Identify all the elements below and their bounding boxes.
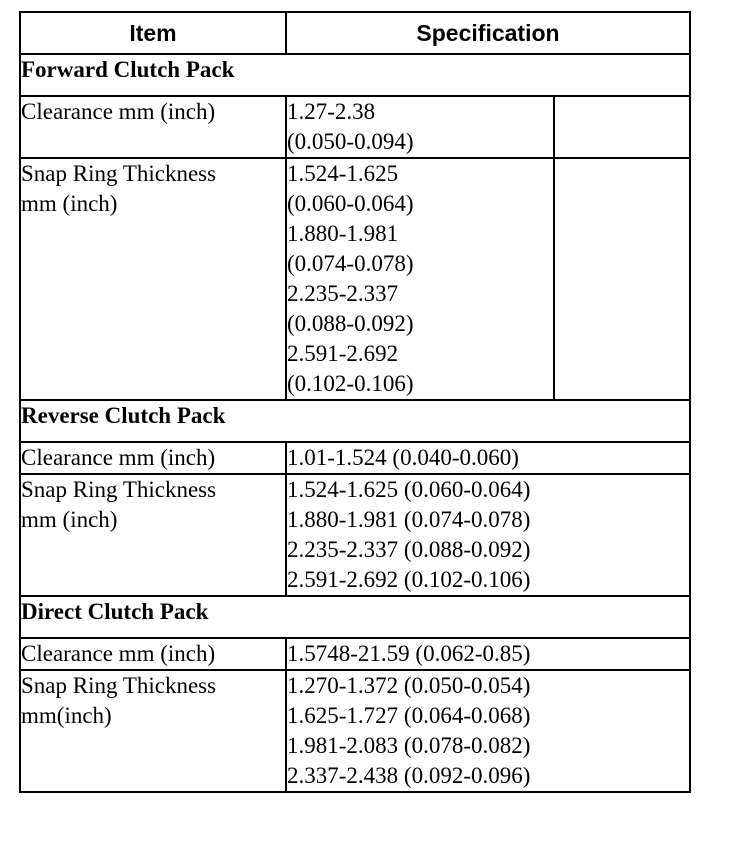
section-title: Direct Clutch Pack (20, 596, 690, 638)
spec-value: (0.088-0.092) (287, 311, 414, 336)
item-label: Snap Ring Thickness (21, 477, 217, 502)
table-row (20, 158, 690, 400)
spec-value: 1.01-1.524 (0.040-0.060) (287, 445, 519, 470)
spec-value: 2.235-2.337 (0.088-0.092) (287, 537, 531, 562)
spec-value: 1.880-1.981 (0.074-0.078) (287, 507, 531, 532)
table-row (20, 474, 690, 596)
item-cell (20, 638, 286, 670)
spec-cell (286, 670, 690, 792)
table-row (20, 96, 690, 158)
spec-value: 1.5748-21.59 (0.062-0.85) (287, 641, 531, 666)
spec-value: 1.270-1.372 (0.050-0.054) (287, 673, 531, 698)
spec-value: 1.625-1.727 (0.064-0.068) (287, 703, 531, 728)
section-row-direct (20, 596, 690, 638)
spec-value: 2.591-2.692 (287, 341, 399, 366)
item-label: Snap Ring Thickness (21, 673, 217, 698)
spec-value: 1.524-1.625 (287, 161, 399, 186)
item-label: mm (inch) (21, 191, 118, 216)
header-specification: Specification (286, 12, 690, 54)
item-label: Clearance mm (inch) (21, 99, 216, 124)
spec-value: 1.880-1.981 (287, 221, 399, 246)
spec-value: 2.337-2.438 (0.092-0.096) (287, 763, 531, 788)
item-label: Clearance mm (inch) (21, 641, 216, 666)
clutch-spec-table (19, 11, 691, 793)
empty-cell (554, 158, 690, 400)
item-cell (20, 670, 286, 792)
item-label: mm(inch) (21, 703, 112, 728)
section-row-reverse (20, 400, 690, 442)
spec-cell (286, 474, 690, 596)
header-row (20, 12, 690, 54)
spec-value: (0.050-0.094) (287, 129, 414, 154)
table-row (20, 638, 690, 670)
spec-value: (0.074-0.078) (287, 251, 414, 276)
item-cell (20, 474, 286, 596)
empty-cell (554, 96, 690, 158)
spec-value: 1.981-2.083 (0.078-0.082) (287, 733, 531, 758)
item-cell (20, 158, 286, 400)
spec-cell (286, 96, 554, 158)
item-label: mm (inch) (21, 507, 118, 532)
spec-cell (286, 638, 690, 670)
spec-value: 2.591-2.692 (0.102-0.106) (287, 567, 531, 592)
spec-value: 1.27-2.38 (287, 99, 376, 124)
spec-value: (0.060-0.064) (287, 191, 414, 216)
spec-value: (0.102-0.106) (287, 371, 414, 396)
spec-cell (286, 442, 690, 474)
item-label: Clearance mm (inch) (21, 445, 216, 470)
table-row (20, 670, 690, 792)
section-title: Forward Clutch Pack (20, 54, 690, 96)
item-cell (20, 96, 286, 158)
item-cell (20, 442, 286, 474)
header-item: Item (20, 12, 286, 54)
item-label: Snap Ring Thickness (21, 161, 217, 186)
section-title: Reverse Clutch Pack (20, 400, 690, 442)
spec-value: 1.524-1.625 (0.060-0.064) (287, 477, 531, 502)
table-row (20, 442, 690, 474)
section-row-forward (20, 54, 690, 96)
spec-cell (286, 158, 554, 400)
spec-value: 2.235-2.337 (287, 281, 399, 306)
